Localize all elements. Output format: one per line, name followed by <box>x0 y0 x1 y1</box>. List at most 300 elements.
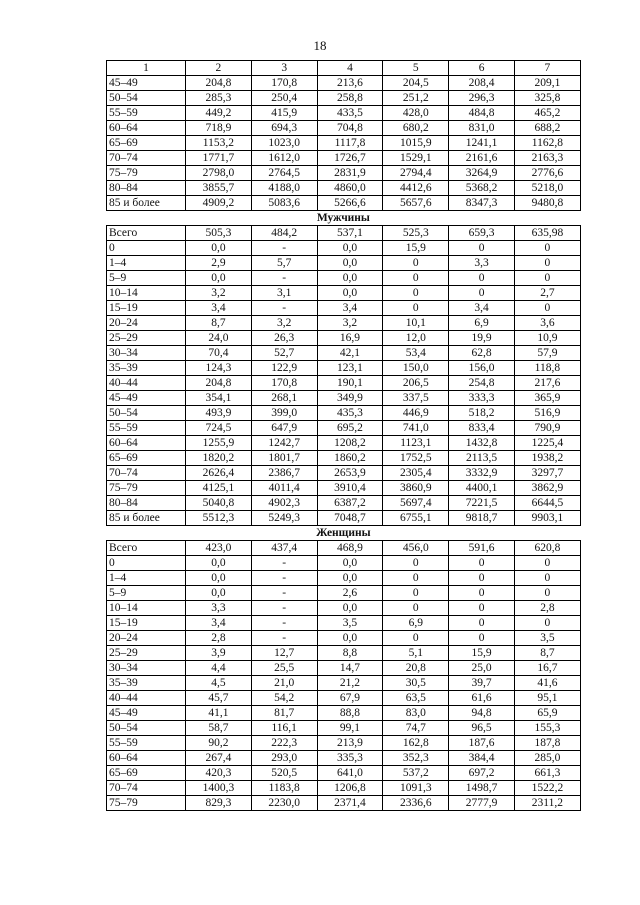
value-cell: 21,2 <box>317 676 383 691</box>
age-group-cell: 5–9 <box>107 586 186 601</box>
table-row <box>107 106 581 121</box>
value-cell: 45,7 <box>186 691 252 706</box>
value-cell: 354,1 <box>186 391 252 406</box>
age-group-cell: 70–74 <box>107 781 186 796</box>
value-cell: 268,1 <box>251 391 317 406</box>
value-cell: 293,0 <box>251 751 317 766</box>
table-row <box>107 511 581 526</box>
table-row <box>107 691 581 706</box>
table-row <box>107 571 581 586</box>
value-cell: - <box>251 241 317 256</box>
value-cell: 0 <box>449 571 515 586</box>
value-cell: 25,5 <box>251 661 317 676</box>
age-group-cell: 70–74 <box>107 151 186 166</box>
table-row <box>107 241 581 256</box>
value-cell: 484,2 <box>251 226 317 241</box>
value-cell: 0 <box>383 631 449 646</box>
value-cell: 0 <box>514 571 580 586</box>
value-cell: - <box>251 271 317 286</box>
value-cell: 116,1 <box>251 721 317 736</box>
value-cell: 325,8 <box>514 91 580 106</box>
value-cell: 1726,7 <box>317 151 383 166</box>
value-cell: 9480,8 <box>514 196 580 211</box>
value-cell: 16,9 <box>317 331 383 346</box>
age-group-cell: 55–59 <box>107 421 186 436</box>
column-header: 1 <box>107 61 186 76</box>
age-group-cell: 45–49 <box>107 391 186 406</box>
value-cell: 150,0 <box>383 361 449 376</box>
column-header: 6 <box>449 61 515 76</box>
value-cell: 258,8 <box>317 91 383 106</box>
value-cell: 0 <box>449 286 515 301</box>
column-header: 7 <box>514 61 580 76</box>
column-header: 5 <box>383 61 449 76</box>
value-cell: 5266,6 <box>317 196 383 211</box>
value-cell: 4125,1 <box>186 481 252 496</box>
value-cell: 96,5 <box>449 721 515 736</box>
value-cell: 2794,4 <box>383 166 449 181</box>
value-cell: 170,8 <box>251 76 317 91</box>
value-cell: 349,9 <box>317 391 383 406</box>
age-group-cell: 25–29 <box>107 646 186 661</box>
value-cell: 525,3 <box>383 226 449 241</box>
value-cell: 428,0 <box>383 106 449 121</box>
value-cell: 15,9 <box>449 646 515 661</box>
value-cell: 0,0 <box>186 586 252 601</box>
value-cell: 5,7 <box>251 256 317 271</box>
value-cell: 70,4 <box>186 346 252 361</box>
age-group-cell: 65–69 <box>107 766 186 781</box>
table-header-row <box>107 61 581 76</box>
age-group-cell: 0 <box>107 241 186 256</box>
value-cell: 620,8 <box>514 541 580 556</box>
value-cell: 5697,4 <box>383 496 449 511</box>
table-row <box>107 286 581 301</box>
age-group-cell: 80–84 <box>107 181 186 196</box>
value-cell: 1123,1 <box>383 436 449 451</box>
table-row <box>107 586 581 601</box>
age-group-cell: 75–79 <box>107 481 186 496</box>
value-cell: 493,9 <box>186 406 252 421</box>
value-cell: 204,5 <box>383 76 449 91</box>
value-cell: 3,9 <box>186 646 252 661</box>
value-cell: 741,0 <box>383 421 449 436</box>
value-cell: 95,1 <box>514 691 580 706</box>
value-cell: 285,3 <box>186 91 252 106</box>
table-row <box>107 226 581 241</box>
value-cell: 1529,1 <box>383 151 449 166</box>
age-group-cell: 0 <box>107 556 186 571</box>
value-cell: 724,5 <box>186 421 252 436</box>
value-cell: 8,8 <box>317 646 383 661</box>
age-group-cell: 25–29 <box>107 331 186 346</box>
table-row <box>107 271 581 286</box>
value-cell: 61,6 <box>449 691 515 706</box>
value-cell: 10,9 <box>514 331 580 346</box>
value-cell: 251,2 <box>383 91 449 106</box>
age-group-cell: 40–44 <box>107 376 186 391</box>
value-cell: 449,2 <box>186 106 252 121</box>
value-cell: 833,4 <box>449 421 515 436</box>
table-row <box>107 676 581 691</box>
value-cell: 3,6 <box>514 316 580 331</box>
value-cell: 680,2 <box>383 121 449 136</box>
value-cell: 0 <box>449 241 515 256</box>
table-row <box>107 781 581 796</box>
age-group-cell: 10–14 <box>107 601 186 616</box>
table-body <box>107 76 581 811</box>
value-cell: 0 <box>383 556 449 571</box>
value-cell: 659,3 <box>449 226 515 241</box>
table-row <box>107 196 581 211</box>
value-cell: 3,3 <box>186 601 252 616</box>
table-row <box>107 766 581 781</box>
value-cell: 335,3 <box>317 751 383 766</box>
column-header: 2 <box>186 61 252 76</box>
value-cell: 2,8 <box>186 631 252 646</box>
value-cell: 790,9 <box>514 421 580 436</box>
value-cell: 0,0 <box>317 241 383 256</box>
value-cell: 0 <box>514 256 580 271</box>
table-row <box>107 121 581 136</box>
value-cell: 0,0 <box>317 286 383 301</box>
value-cell: 8,7 <box>186 316 252 331</box>
value-cell: 6755,1 <box>383 511 449 526</box>
value-cell: 88,8 <box>317 706 383 721</box>
table-row <box>107 556 581 571</box>
value-cell: 1208,2 <box>317 436 383 451</box>
value-cell: 433,5 <box>317 106 383 121</box>
value-cell: 6,9 <box>449 316 515 331</box>
value-cell: 1015,9 <box>383 136 449 151</box>
value-cell: 399,0 <box>251 406 317 421</box>
value-cell: 0 <box>449 601 515 616</box>
value-cell: 2305,4 <box>383 466 449 481</box>
value-cell: 0 <box>449 586 515 601</box>
value-cell: 1023,0 <box>251 136 317 151</box>
age-group-cell: 35–39 <box>107 361 186 376</box>
value-cell: 8347,3 <box>449 196 515 211</box>
value-cell: 2113,5 <box>449 451 515 466</box>
value-cell: 1400,3 <box>186 781 252 796</box>
value-cell: 6644,5 <box>514 496 580 511</box>
value-cell: 3,2 <box>251 316 317 331</box>
value-cell: 118,8 <box>514 361 580 376</box>
value-cell: 54,2 <box>251 691 317 706</box>
value-cell: 694,3 <box>251 121 317 136</box>
value-cell: 65,9 <box>514 706 580 721</box>
table-row <box>107 541 581 556</box>
value-cell: 12,7 <box>251 646 317 661</box>
value-cell: 58,7 <box>186 721 252 736</box>
value-cell: 0 <box>514 556 580 571</box>
age-group-cell: 65–69 <box>107 451 186 466</box>
value-cell: 718,9 <box>186 121 252 136</box>
value-cell: 94,8 <box>449 706 515 721</box>
age-group-cell: 55–59 <box>107 106 186 121</box>
age-group-cell: 60–64 <box>107 121 186 136</box>
value-cell: 635,98 <box>514 226 580 241</box>
value-cell: 1091,3 <box>383 781 449 796</box>
value-cell: 5249,3 <box>251 511 317 526</box>
value-cell: 1153,2 <box>186 136 252 151</box>
value-cell: 156,0 <box>449 361 515 376</box>
value-cell: 4,4 <box>186 661 252 676</box>
value-cell: 0 <box>514 301 580 316</box>
value-cell: 0 <box>383 586 449 601</box>
table-row <box>107 466 581 481</box>
value-cell: 1498,7 <box>449 781 515 796</box>
value-cell: 695,2 <box>317 421 383 436</box>
value-cell: 484,8 <box>449 106 515 121</box>
value-cell: 2,7 <box>514 286 580 301</box>
table-row <box>107 301 581 316</box>
value-cell: 162,8 <box>383 736 449 751</box>
age-group-cell: 5–9 <box>107 271 186 286</box>
value-cell: 0,0 <box>186 241 252 256</box>
value-cell: 285,0 <box>514 751 580 766</box>
value-cell: 213,9 <box>317 736 383 751</box>
value-cell: 3860,9 <box>383 481 449 496</box>
value-cell: 63,5 <box>383 691 449 706</box>
value-cell: - <box>251 556 317 571</box>
value-cell: 187,6 <box>449 736 515 751</box>
age-group-cell: 85 и более <box>107 511 186 526</box>
age-group-cell: Всего <box>107 541 186 556</box>
value-cell: 1117,8 <box>317 136 383 151</box>
value-cell: 0 <box>383 571 449 586</box>
table-row <box>107 361 581 376</box>
value-cell: - <box>251 301 317 316</box>
value-cell: 3862,9 <box>514 481 580 496</box>
value-cell: 446,9 <box>383 406 449 421</box>
value-cell: 1432,8 <box>449 436 515 451</box>
value-cell: 25,0 <box>449 661 515 676</box>
value-cell: 19,9 <box>449 331 515 346</box>
age-group-cell: 45–49 <box>107 76 186 91</box>
table-row <box>107 451 581 466</box>
value-cell: 3,2 <box>186 286 252 301</box>
value-cell: 4902,3 <box>251 496 317 511</box>
value-cell: 0,0 <box>186 556 252 571</box>
value-cell: 16,7 <box>514 661 580 676</box>
value-cell: 1860,2 <box>317 451 383 466</box>
value-cell: 352,3 <box>383 751 449 766</box>
value-cell: 2777,9 <box>449 796 515 811</box>
value-cell: 3,3 <box>449 256 515 271</box>
value-cell: 3,2 <box>317 316 383 331</box>
table-row <box>107 736 581 751</box>
value-cell: 3,5 <box>317 616 383 631</box>
value-cell: 518,2 <box>449 406 515 421</box>
value-cell: 2831,9 <box>317 166 383 181</box>
value-cell: 5,1 <box>383 646 449 661</box>
value-cell: 5368,2 <box>449 181 515 196</box>
age-group-cell: 55–59 <box>107 736 186 751</box>
value-cell: 123,1 <box>317 361 383 376</box>
value-cell: 2653,9 <box>317 466 383 481</box>
value-cell: 187,8 <box>514 736 580 751</box>
value-cell: 57,9 <box>514 346 580 361</box>
value-cell: 124,3 <box>186 361 252 376</box>
section-header-row <box>107 211 581 226</box>
value-cell: 6,9 <box>383 616 449 631</box>
value-cell: 0,0 <box>317 256 383 271</box>
value-cell: 537,2 <box>383 766 449 781</box>
table-row <box>107 721 581 736</box>
value-cell: 12,0 <box>383 331 449 346</box>
value-cell: 384,4 <box>449 751 515 766</box>
value-cell: 2386,7 <box>251 466 317 481</box>
value-cell: 1752,5 <box>383 451 449 466</box>
value-cell: 465,2 <box>514 106 580 121</box>
age-group-cell: 10–14 <box>107 286 186 301</box>
value-cell: 0 <box>449 271 515 286</box>
table-row <box>107 256 581 271</box>
value-cell: 217,6 <box>514 376 580 391</box>
value-cell: 0 <box>449 616 515 631</box>
value-cell: 30,5 <box>383 676 449 691</box>
age-group-cell: 60–64 <box>107 751 186 766</box>
value-cell: 3910,4 <box>317 481 383 496</box>
value-cell: 10,1 <box>383 316 449 331</box>
value-cell: 170,8 <box>251 376 317 391</box>
value-cell: - <box>251 601 317 616</box>
value-cell: 3855,7 <box>186 181 252 196</box>
value-cell: 641,0 <box>317 766 383 781</box>
value-cell: 15,9 <box>383 241 449 256</box>
age-group-cell: 50–54 <box>107 721 186 736</box>
value-cell: 0 <box>383 601 449 616</box>
value-cell: 9903,1 <box>514 511 580 526</box>
value-cell: 337,5 <box>383 391 449 406</box>
value-cell: 83,0 <box>383 706 449 721</box>
age-group-cell: 15–19 <box>107 616 186 631</box>
value-cell: 468,9 <box>317 541 383 556</box>
value-cell: 26,3 <box>251 331 317 346</box>
value-cell: 254,8 <box>449 376 515 391</box>
value-cell: 0 <box>449 556 515 571</box>
value-cell: 0,0 <box>317 556 383 571</box>
value-cell: 3,4 <box>186 301 252 316</box>
value-cell: 1938,2 <box>514 451 580 466</box>
value-cell: 3332,9 <box>449 466 515 481</box>
value-cell: 1612,0 <box>251 151 317 166</box>
value-cell: 39,7 <box>449 676 515 691</box>
value-cell: 1801,7 <box>251 451 317 466</box>
value-cell: 0 <box>514 616 580 631</box>
value-cell: 520,5 <box>251 766 317 781</box>
value-cell: 0,0 <box>317 571 383 586</box>
value-cell: 831,0 <box>449 121 515 136</box>
table-row <box>107 91 581 106</box>
value-cell: 1242,7 <box>251 436 317 451</box>
value-cell: 2798,0 <box>186 166 252 181</box>
age-group-cell: 60–64 <box>107 436 186 451</box>
value-cell: 2626,4 <box>186 466 252 481</box>
value-cell: 415,9 <box>251 106 317 121</box>
value-cell: 0,0 <box>317 631 383 646</box>
value-cell: 206,5 <box>383 376 449 391</box>
value-cell: 90,2 <box>186 736 252 751</box>
value-cell: 1255,9 <box>186 436 252 451</box>
value-cell: 122,9 <box>251 361 317 376</box>
value-cell: 222,3 <box>251 736 317 751</box>
value-cell: 3297,7 <box>514 466 580 481</box>
table-row <box>107 481 581 496</box>
value-cell: 423,0 <box>186 541 252 556</box>
value-cell: 7221,5 <box>449 496 515 511</box>
table-row <box>107 631 581 646</box>
value-cell: 42,1 <box>317 346 383 361</box>
age-group-cell: 20–24 <box>107 316 186 331</box>
value-cell: 204,8 <box>186 376 252 391</box>
value-cell: 688,2 <box>514 121 580 136</box>
value-cell: 5218,0 <box>514 181 580 196</box>
table-row <box>107 796 581 811</box>
value-cell: 2371,4 <box>317 796 383 811</box>
value-cell: 208,4 <box>449 76 515 91</box>
value-cell: 591,6 <box>449 541 515 556</box>
age-group-cell: 30–34 <box>107 346 186 361</box>
value-cell: 0,0 <box>186 571 252 586</box>
table-row <box>107 406 581 421</box>
value-cell: 0 <box>514 241 580 256</box>
value-cell: 0,0 <box>186 271 252 286</box>
value-cell: 0 <box>514 271 580 286</box>
value-cell: 296,3 <box>449 91 515 106</box>
value-cell: 1162,8 <box>514 136 580 151</box>
table-row <box>107 616 581 631</box>
value-cell: 0,0 <box>317 271 383 286</box>
age-group-cell: Всего <box>107 226 186 241</box>
value-cell: 456,0 <box>383 541 449 556</box>
value-cell: 41,6 <box>514 676 580 691</box>
value-cell: 4,5 <box>186 676 252 691</box>
value-cell: 420,3 <box>186 766 252 781</box>
age-group-cell: 40–44 <box>107 691 186 706</box>
value-cell: - <box>251 586 317 601</box>
value-cell: 99,1 <box>317 721 383 736</box>
value-cell: 267,4 <box>186 751 252 766</box>
value-cell: 0,0 <box>317 601 383 616</box>
value-cell: 829,3 <box>186 796 252 811</box>
value-cell: 3,4 <box>186 616 252 631</box>
value-cell: 5512,3 <box>186 511 252 526</box>
value-cell: 209,1 <box>514 76 580 91</box>
value-cell: 204,8 <box>186 76 252 91</box>
value-cell: 2163,3 <box>514 151 580 166</box>
value-cell: 0 <box>514 586 580 601</box>
table-row <box>107 391 581 406</box>
value-cell: 516,9 <box>514 406 580 421</box>
value-cell: 9818,7 <box>449 511 515 526</box>
value-cell: 1820,2 <box>186 451 252 466</box>
value-cell: 435,3 <box>317 406 383 421</box>
value-cell: 53,4 <box>383 346 449 361</box>
table-row <box>107 151 581 166</box>
value-cell: 2,9 <box>186 256 252 271</box>
value-cell: 647,9 <box>251 421 317 436</box>
age-group-cell: 85 и более <box>107 196 186 211</box>
value-cell: 1771,7 <box>186 151 252 166</box>
value-cell: 6387,2 <box>317 496 383 511</box>
table-row <box>107 706 581 721</box>
age-group-cell: 50–54 <box>107 406 186 421</box>
value-cell: 3264,9 <box>449 166 515 181</box>
age-group-cell: 65–69 <box>107 136 186 151</box>
value-cell: 81,7 <box>251 706 317 721</box>
